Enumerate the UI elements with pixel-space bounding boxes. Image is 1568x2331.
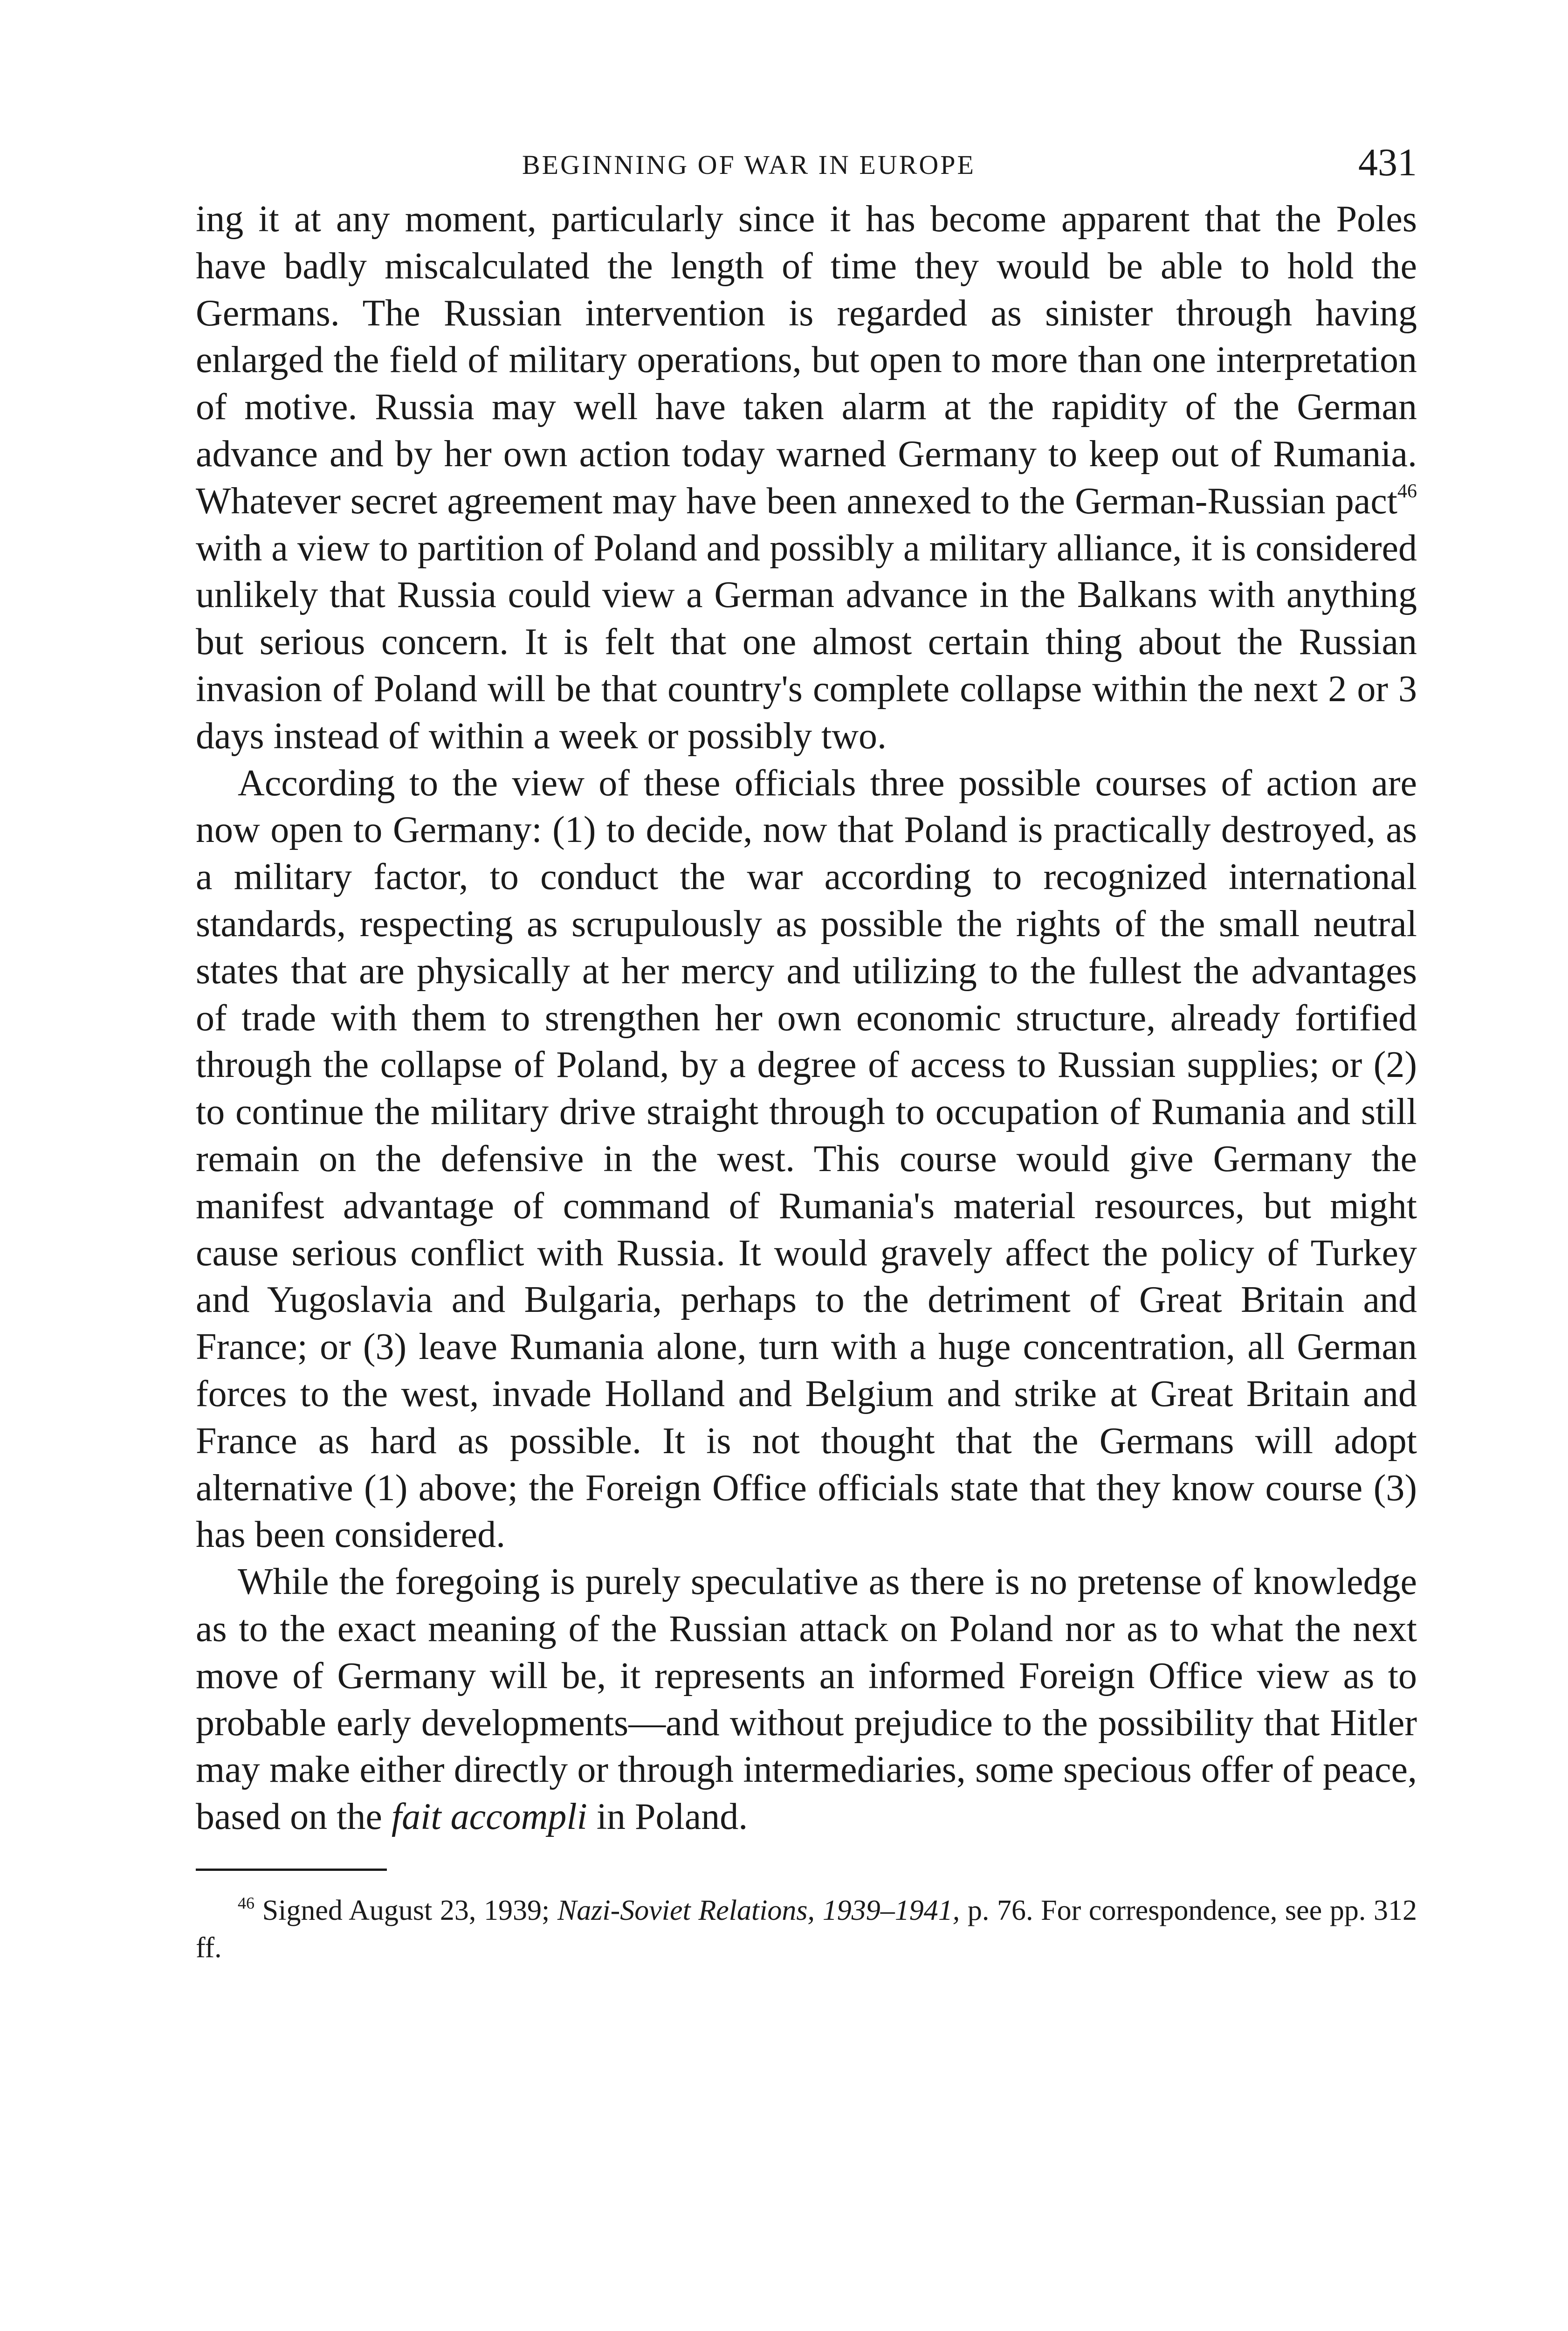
footnote-reference: 46 (1397, 480, 1417, 502)
paragraph-1-text-b: with a view to partition of Poland and possibly a military alliance, it is considered unlikely that Russia could view a German advance in the Balkans with anything but serious concern. It is felt that one almost certain thing about the Russian invasion of Poland will be that country's complete collapse within the next 2 or 3 days instead of within a week or possibly two. (196, 527, 1417, 757)
running-head: BEGINNING OF WAR IN EUROPE (522, 150, 976, 180)
book-page (196, 140, 1417, 1966)
footnote-rule (196, 1869, 387, 1871)
footnote-italic: Nazi-Soviet Relations, 1939–1941, (557, 1894, 960, 1926)
footnote-mark: 46 (238, 1893, 254, 1912)
footnote-text-b: p. 76. For correspondence, see pp. 312 ff. (196, 1894, 1417, 1964)
footnote-text-a: Signed August 23, 1939; (254, 1894, 557, 1926)
paragraph-3 (196, 1559, 1417, 1841)
paragraph-3-italic: fait accompli (391, 1796, 587, 1838)
paragraph-3-text-b: in Poland. (587, 1796, 748, 1838)
paragraph-2: According to the view of these officials three possible courses of action are now open to Germany: (1) to decide, now that Poland is practically destroyed, as a military factor, to conduct the war according to recognized international standards, respecting as scrupulously as possible the rights of the small neutral states that are physically at her mercy and utilizing to the fullest the advantages of trade with them to strengthen her own economic structure, already fortified through the collapse of Poland, by a degree of access to Russian supplies; or (2) to continue the military drive straight through to occupation of Rumania and still remain on the defensive in the west. This course would give Germany the manifest advantage of command of Rumania's material resources, but might cause serious conflict with Russia. It would gravely affect the policy of Turkey and Yugoslavia and Bulgaria, perhaps to the detriment of Great Britain and France; or (3) leave Rumania alone, turn with a huge concentration, all German forces to the west, invade Holland and Belgium and strike at Great Britain and France as hard as possible. It is not thought that the Germans will adopt alternative (1) above; the Foreign Office officials state that they know course (3) has been considered. (196, 762, 1417, 1556)
paragraph-3-text-a: While the foregoing is purely speculative as there is no pretense of knowledge as to the exact meaning of the Russian attack on Poland nor as to what the next move of Germany will be, it represents an informed Foreign Office view as to probable early developments—and without prejudice to the possibility that Hitler may make either directly or through intermediaries, some specious offer of peace, based on the (196, 1561, 1417, 1838)
paragraph-1-text-a: ing it at any moment, particularly since it has become apparent that the Poles have badly miscalculated the length of time they would be able to hold the Germans. The Russian intervention is regarded as sinister through having enlarged the field of military operations, but open to more than one interpretation of motive. Russia may well have taken alarm at the rapidity of the German advance and by her own action today warned Germany to keep out of Rumania. Whatever secret agreement may have been annexed to the German-Russian pact (196, 199, 1417, 522)
footnote (196, 1892, 1417, 1966)
page-number: 431 (1358, 141, 1417, 184)
page-header (196, 140, 1417, 196)
paragraph-1 (196, 196, 1417, 760)
body-text (196, 196, 1417, 1841)
